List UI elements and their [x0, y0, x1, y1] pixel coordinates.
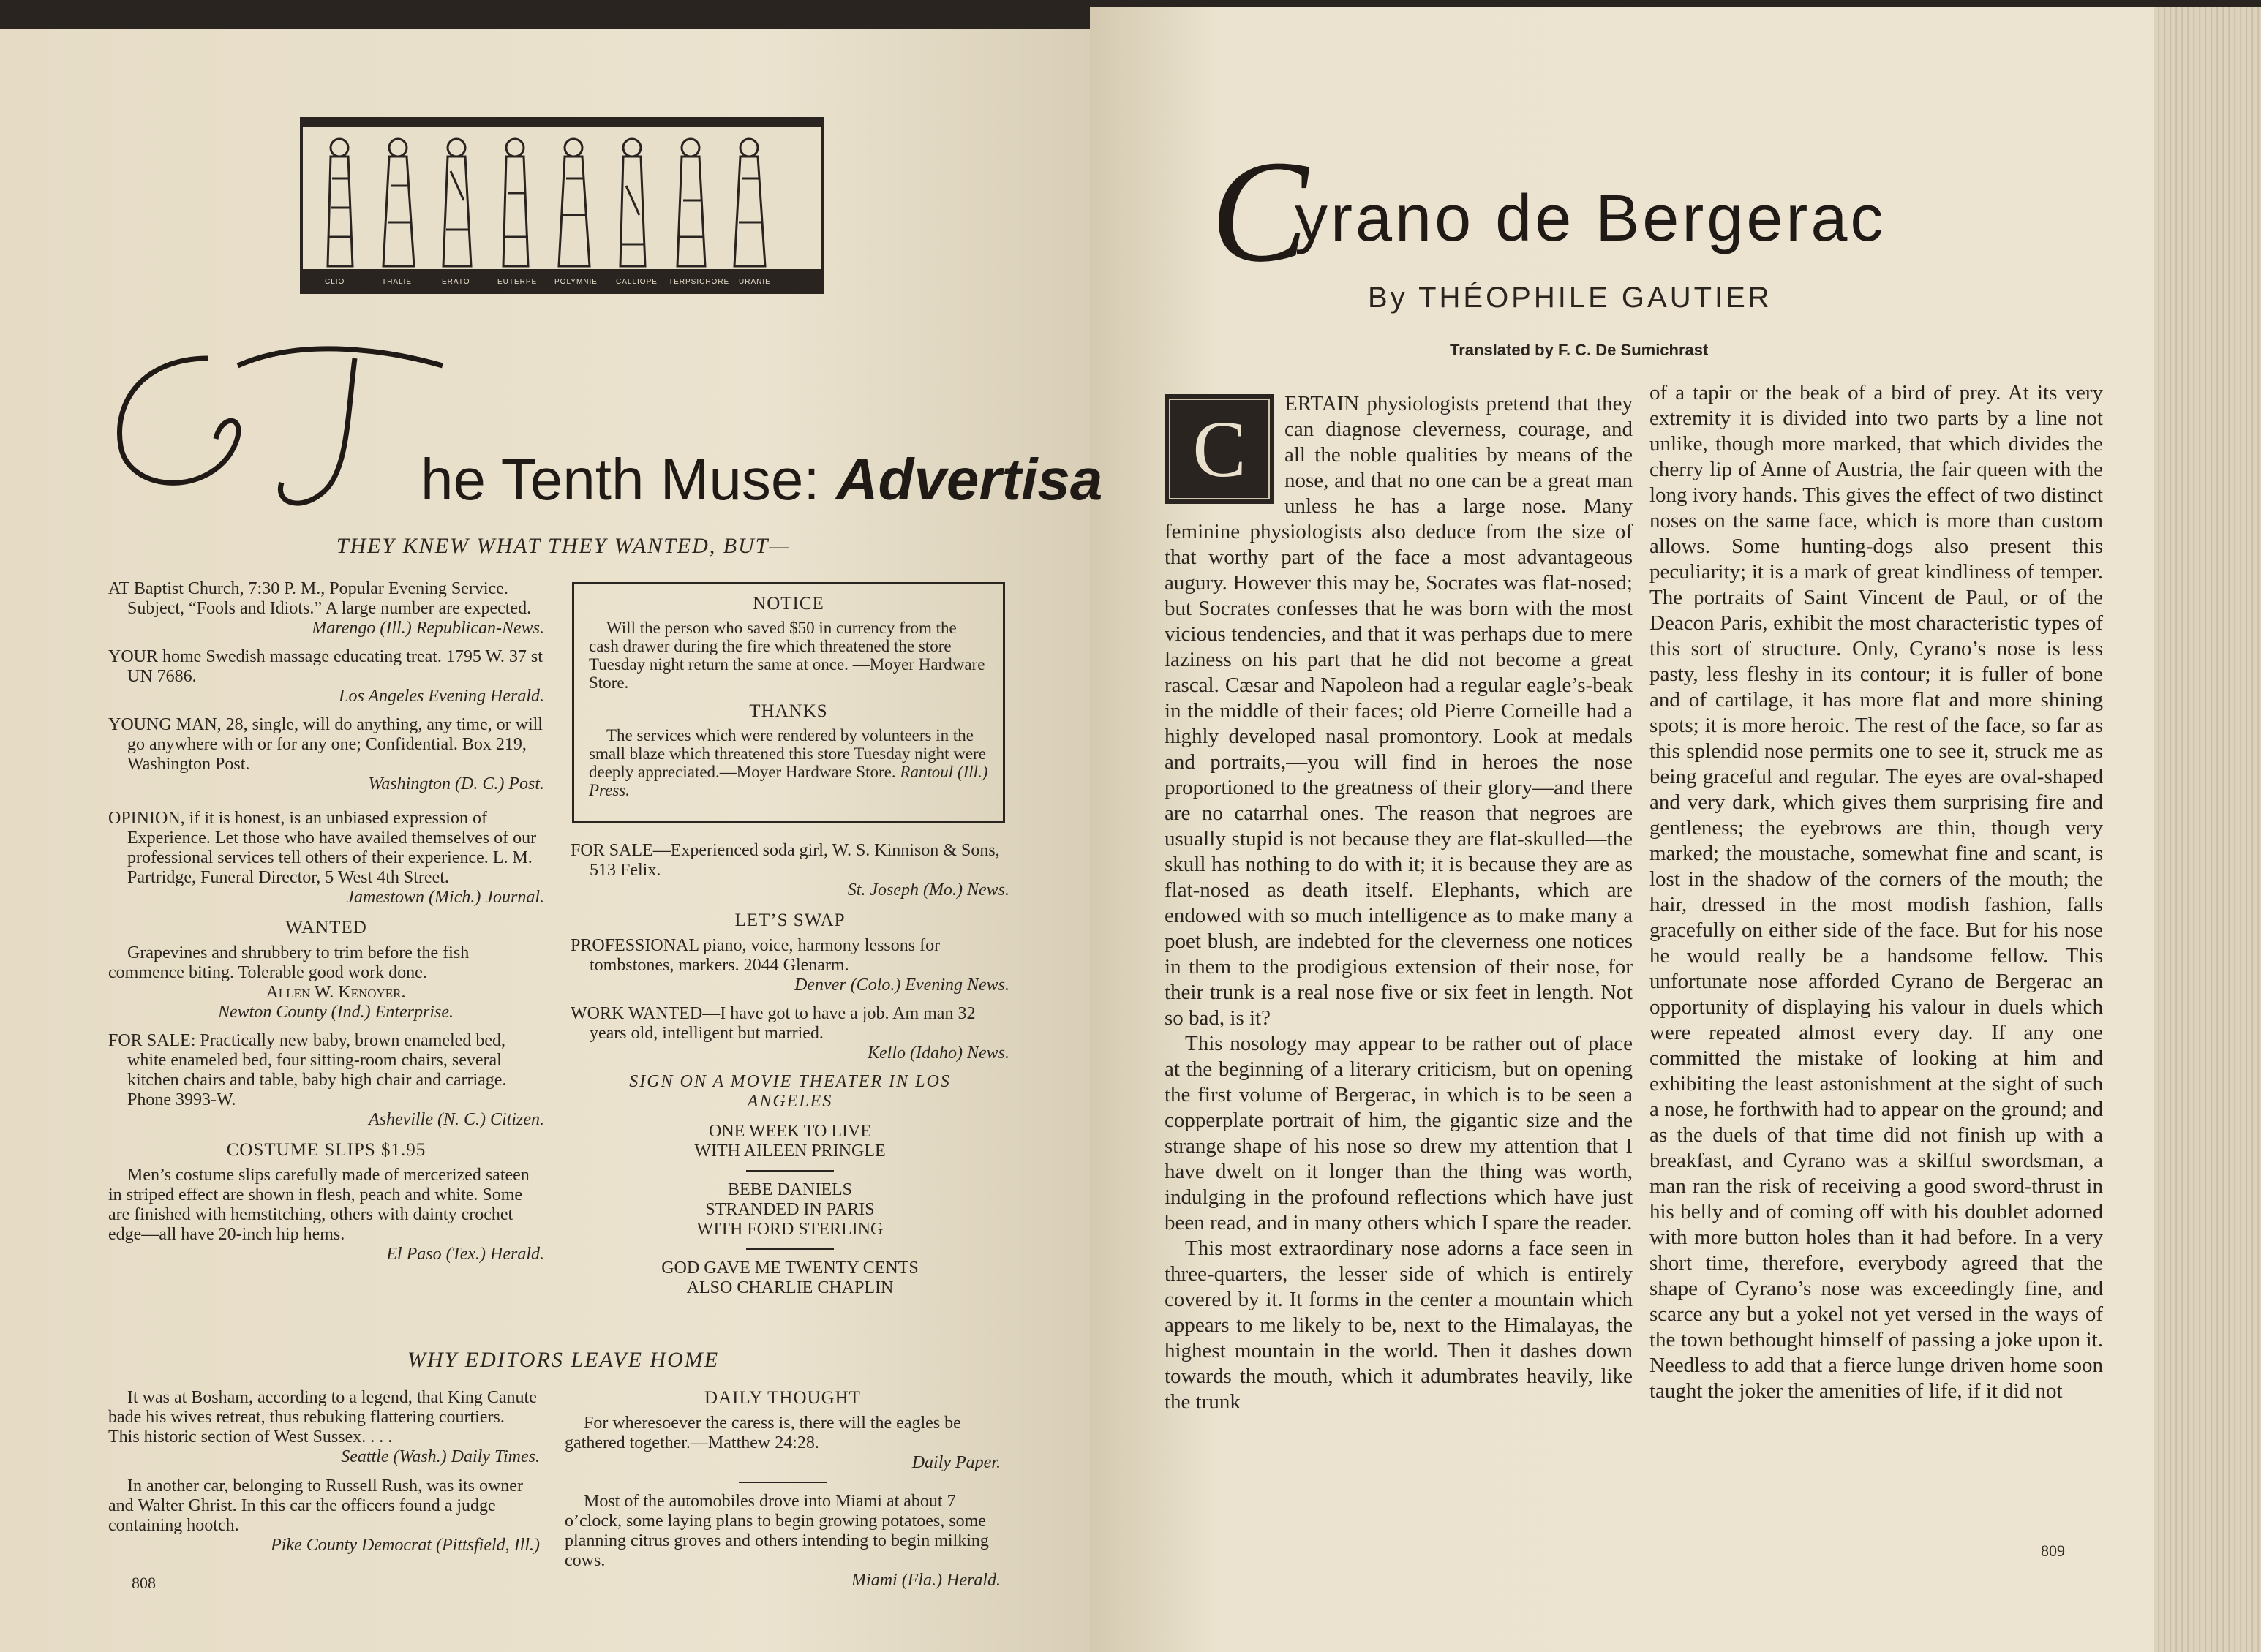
ad-body: YOUNG MAN, 28, single, will do anything, any time, or will go anywhere with or for any one; Confidential. Box 219, Washington Post. [108, 715, 543, 774]
translator-credit: Translated by F. C. De Sumichrast [1450, 341, 1709, 359]
drop-cap-illustration [1165, 394, 1274, 504]
muse-label: TERPSICHORE [669, 278, 730, 286]
notice-signer: —Moyer Hardware Store. [589, 655, 985, 692]
muse-label: ERATO [442, 278, 470, 286]
costume-body: Men’s costume slips carefully made of mercerized sateen in striped effect are shown in flesh, peach and white. Some are finished with hemstitching, others with dainty crochet edge—all have 20-inch hip hems. [108, 1166, 530, 1244]
wanted-signer: Allen W. Kenoyer. [266, 983, 406, 1002]
swap-item [571, 936, 1009, 995]
wanted-heading: WANTED [285, 918, 367, 938]
movie-line: GOD GAVE ME TWENTY CENTS [661, 1259, 919, 1278]
costume-heading: COSTUME SLIPS $1.95 [226, 1140, 426, 1160]
movie-line: ONE WEEK TO LIVE [709, 1122, 871, 1141]
forsale-soda-source: St. Joseph (Mo.) News. [847, 880, 1009, 899]
article-title-tenth-muse [113, 344, 1103, 519]
ad-item [108, 579, 544, 638]
daily-thought-body: For wheresoever the caress is, there will the eagles be gathered together.—Matthew 24:28. [565, 1414, 961, 1452]
muse-label: THALIE [382, 278, 413, 286]
movie-line: WITH AILEEN PRINGLE [694, 1142, 886, 1161]
forsale-soda-body: FOR SALE—Experienced soda girl, W. S. Kinnison & Sons, 513 Felix. [571, 841, 1000, 880]
ad-source: Marengo (Ill.) Republican-News. [312, 619, 544, 638]
thanks-heading: THANKS [749, 701, 828, 721]
swap-source: Denver (Colo.) Evening News. [794, 976, 1009, 995]
wanted-body: Grapevines and shrubbery to trim before the fish commence biting. Tolerable good work done. [108, 943, 470, 982]
daily-thought-heading: DAILY THOUGHT [704, 1388, 861, 1408]
divider [746, 1248, 834, 1250]
ad-body: OPINION, if it is honest, is an unbiased expression of Experience. Let those who have availed themselves of our professional services tell others of their experience. L. M. Partridge, Funeral Director, 5 West 4th Street. [108, 809, 537, 887]
article-paragraph: This nosology may appear to be rather out of place at the beginning of a literary criticism, but on opening the first volume of Bergerac, in which is to be seen a copperplate portrait of him, the gigantic size and the strange shape of his nose so drew my attention that I have dwelt on it longer than the thing was worth, indulging in the profound reflections which have just been read, and in many others which I spare the reader. [1165, 1032, 1633, 1234]
divider [746, 1170, 834, 1172]
miami-source: Miami (Fla.) Herald. [851, 1571, 1001, 1590]
costume-item [108, 1166, 544, 1264]
swap-body: PROFESSIONAL piano, voice, harmony lessons for tombstones, markers. 2044 Glenarm. [571, 936, 941, 975]
bosham-item [108, 1388, 540, 1466]
swash-c-initial: C [1211, 131, 1309, 293]
thanks-body [589, 726, 988, 799]
forsale-body: FOR SALE: Practically new baby, brown enameled bed, white enameled bed, four sitting-room chairs, several kitchen chairs and table, baby high chair and carriage. Phone 3993-W. [108, 1031, 507, 1109]
page-number-right: 809 [2041, 1542, 2065, 1560]
muse-label: URANIE [739, 278, 771, 286]
forsale-item [108, 1031, 544, 1130]
swash-t-initial-icon [113, 344, 450, 519]
wanted-item [108, 943, 544, 1022]
bosham-source: Seattle (Wash.) Daily Times. [341, 1447, 540, 1466]
movie-line: BEBE DANIELS [728, 1180, 852, 1199]
left-column-2 [571, 841, 1009, 1298]
movie-heading: SIGN ON A MOVIE THEATER IN LOS ANGELES [629, 1072, 951, 1111]
muses-frieze-illustration [300, 117, 824, 294]
section-heading-why-editors: WHY EDITORS LEAVE HOME [407, 1348, 720, 1372]
muse-label: EUTERPE [497, 278, 538, 286]
left-column-1 [108, 579, 544, 1273]
rush-source: Pike County Democrat (Pittsfield, Ill.) [271, 1536, 540, 1555]
ad-item [108, 647, 544, 706]
section-heading-they-knew: THEY KNEW WHAT THEY WANTED, BUT— [336, 534, 791, 558]
article-paragraph: This most extraordinary nose adorns a face seen in three-quarters, the lesser side of which is entirely covered by it. It forms in the center a mountain which appears to me likely to be, next to the Himalayas, the highest mountain in the world. Then it dashes down towards the mouth, which it adumbrates heavily, like the trunk [1165, 1237, 1633, 1414]
daily-thought-item [565, 1414, 1001, 1473]
rush-body: In another car, belonging to Russell Rush, was its owner and Walter Ghrist. In this car the officers found a judge containing hootch. [108, 1476, 523, 1535]
article-column-2 [1649, 380, 2103, 1550]
bosham-body: It was at Bosham, according to a legend, that King Canute bade his wives retreat, thus rebuking flattering courtiers. This historic section of West Sussex. . . . [108, 1388, 537, 1447]
article-title-cyrano [1211, 131, 2015, 293]
thanks-body-text: The services which were rendered by volunteers in the small blaze which threatened this store Tuesday night were deeply appreciated.—Moyer Hardware Store. [589, 726, 986, 781]
article-paragraph: of a tapir or the beak of a bird of prey. At its very extremity it is divided into two parts by a line not unlike, though more marked, that which divides the cherry lip of Anne of Austria, the fair queen with the long ivory hands. This gives the effect of two distinct noses on the same face, which is more than custom allows. Some hunting-dogs also present this peculiarity; it is a mark of great kindliness of temper. The portraits of Saint Vincent de Paul, or of the Deacon Paris, exhibit the most characteristic types of this sort of structure. Only, Cyrano’s nose is less pasty, less fleshy in its contour; it is fuller of bone and of cartilage, it has more flat and more shining spots; it is more heroic. The rest of the face, so far as this splendid nose permits one to see it, struck me as being graceful and regular. The eyes are oval-shaped and very dark, which gives them surprising fire and gentleness; the eyebrows are thin, though very marked; the moustache, somewhat fine and scant, is lost in the shadow of the corners of the mouth; the hair, dressed in the most modish fashion, falls gracefully on either side of the face. But for his nose he would really be a handsome fellow. This unfortunate nose afforded Cyrano de Bergerac an opportunity of displaying his valour in duels which were repeated almost every day. If any one committed the mistake of looking at him and exhibiting the least astonishment at the sight of such a nose, he forthwith had to appear on the ground; and as the duels of that time did not finish up with a breakfast, and Cyrano was a skilful swordsman, a man ran the risk of receiving a good sword-thrust in his belly and of coming off with his doublet adorned with more button holes than it had before. In a very short time, therefore, everybody agreed that the shape of Cyrano’s nose was exceedingly fine, and scarce any but a yokel not yet versed in the ways of the town bethought himself of passing a joke upon it. Needless to add that a fierce lunge driven home soon taught the joker the amenities of life, if it did not [1649, 381, 2103, 1403]
notice-thanks-box [572, 582, 1005, 823]
forsale-soda-item [571, 841, 1009, 900]
rush-item [108, 1476, 540, 1555]
left-column-3 [108, 1388, 540, 1564]
notice-body [589, 619, 988, 692]
page-number-left: 808 [132, 1574, 156, 1592]
muse-label: CLIO [325, 278, 345, 286]
workwanted-source: Kello (Idaho) News. [868, 1044, 1009, 1063]
ad-body: AT Baptist Church, 7:30 P. M., Popular Evening Service. Subject, “Fools and Idiots.” A large number are expected. [108, 579, 532, 618]
notice-heading: NOTICE [753, 594, 824, 614]
drop-cap-letter: C [1169, 399, 1270, 499]
daily-thought-source: Daily Paper. [911, 1453, 1001, 1472]
byline: By THÉOPHILE GAUTIER [1368, 282, 1772, 314]
muse-label: CALLIOPE [616, 278, 658, 286]
page-edges [2154, 7, 2261, 1652]
movie-line: ALSO CHARLIE CHAPLIN [686, 1278, 894, 1297]
title-text: yrano de Bergerac [1295, 182, 1886, 255]
miami-item [565, 1492, 1001, 1591]
workwanted-item [571, 1004, 1009, 1063]
article-paragraph: ERTAIN physiologists pretend that they can diagnose cleverness, courage, and all the noble qualities by means of the nose, and that no one can be a great man unless he has a large nose. Many feminine physiologists also deduce from the size of that worthy part of the face a most advantageous augury. However this may be, Socrates was flat-nosed; but Socrates confesses that he was born with the most vicious tendencies, and that it was perhaps due to mere laziness on his part that he did not become a great rascal. Cæsar and Napoleon had a regular eagle’s-beak in the middle of their faces; old Pierre Corneille had a highly developed nasal promontory. Look at medals and portraits,—you will find in heroes the nose proportioned to the greatness of their glory—and there are no catarrhal ones. The reason that negroes are usually stupid is not because they are flat-skulled—the skull has nothing to do with it; it is because they are as flat-nosed as death itself. Elephants, which are endowed with so much intelligence as to make many a poet blush, are indebted for the cleverness one notices in them to the prodigious extension of their nose, for their trunk is a real nose five or six feet in length. Not so bad, is it? [1165, 392, 1633, 1030]
movie-line: WITH FORD STERLING [696, 1220, 884, 1239]
divider [739, 1482, 827, 1483]
notice-body-text: Will the person who saved $50 in currency from the cash drawer during the fire which threatened the store Tuesday night return the same at once. [589, 619, 957, 674]
title-main-text: he Tenth Muse: [421, 447, 836, 512]
ad-item [108, 715, 544, 794]
title-italic-text: Advertisa [835, 447, 1103, 512]
ad-source: Jamestown (Mich.) Journal. [346, 888, 544, 907]
muses-frieze-image [303, 120, 821, 291]
workwanted-body: WORK WANTED—I have got to have a job. Am man 32 years old, intelligent but married. [571, 1004, 976, 1043]
ad-source: Washington (D. C.) Post. [368, 774, 544, 793]
movie-sign-lines [571, 1122, 1009, 1298]
muse-label: POLYMNIE [554, 278, 598, 286]
wanted-source: Newton County (Ind.) Enterprise. [218, 1003, 454, 1022]
thanks-source: Rantoul (Ill.) Press. [589, 763, 988, 799]
miami-body: Most of the automobiles drove into Miami at about 7 o’clock, some laying plans to begin growing potatoes, some planning citrus groves and others intending to begin milking cows. [565, 1492, 989, 1570]
ad-item [108, 809, 544, 908]
title-text [421, 446, 1102, 513]
article-column-1 [1165, 391, 1633, 1561]
ad-body: YOUR home Swedish massage educating treat. 1795 W. 37 st UN 7686. [108, 647, 543, 686]
costume-source: El Paso (Tex.) Herald. [386, 1245, 544, 1264]
left-column-4 [565, 1388, 1001, 1599]
ad-source: Los Angeles Evening Herald. [339, 687, 544, 706]
forsale-source: Asheville (N. C.) Citizen. [369, 1110, 544, 1129]
movie-line: STRANDED IN PARIS [705, 1200, 875, 1219]
swap-heading: LET’S SWAP [734, 910, 846, 930]
